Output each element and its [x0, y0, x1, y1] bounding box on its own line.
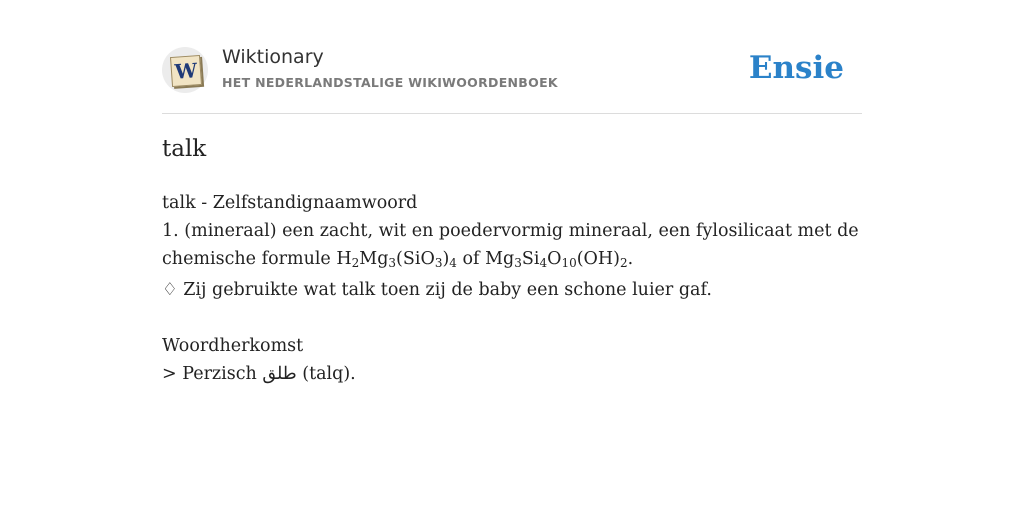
- definition-number: 1.: [162, 221, 179, 241]
- page-container: [162, 44, 862, 384]
- entry-title: talk: [162, 136, 207, 162]
- chemical-formula-1: $H_2Mg_3(SiO_3)_4$: [336, 249, 457, 270]
- ensie-brand-link[interactable]: Ensie: [748, 50, 844, 86]
- definition-text: (mineraal) een zacht, wit en poedervormig mineraal, een fylosilicaat met de chemische formule: [162, 221, 859, 269]
- site-logo[interactable]: [162, 47, 208, 93]
- definition: [162, 217, 862, 273]
- word-class-line: talk - Zelfstandignaamwoord: [162, 193, 418, 213]
- wiktionary-logo-icon: W: [170, 55, 202, 87]
- entry-content: [162, 189, 862, 388]
- site-tagline: HET NEDERLANDSTALIGE WIKIWOORDENBOEK: [222, 75, 558, 90]
- example-sentence: ♢ Zij gebruikte wat talk toen zij de baby een schone luier gaf.: [162, 280, 712, 300]
- site-name[interactable]: Wiktionary: [222, 46, 324, 68]
- site-header: [162, 44, 862, 114]
- etymology-text: > Perzisch طلق (talq).: [162, 364, 356, 384]
- definition-or: of: [462, 249, 480, 269]
- chemical-formula-2: $Mg_3Si_4O_{10}(OH)_2$.: [485, 249, 634, 270]
- section-spacer: [162, 304, 862, 332]
- etymology-heading: Woordherkomst: [162, 336, 304, 356]
